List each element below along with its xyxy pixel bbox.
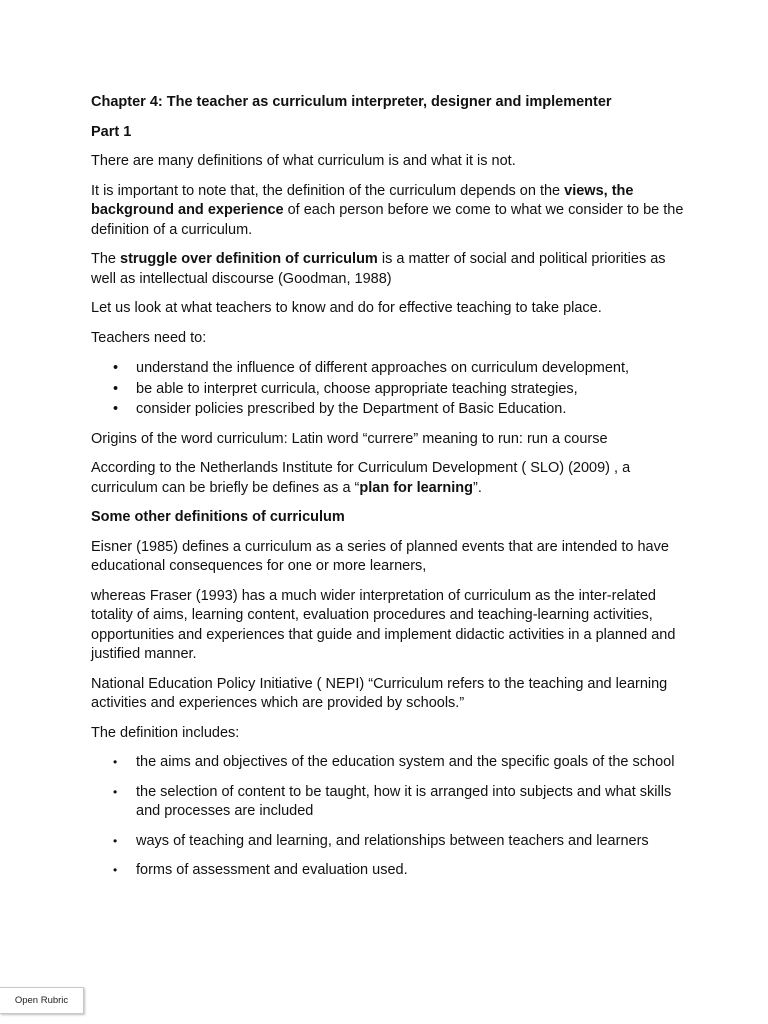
bullet-icon: •: [113, 863, 118, 877]
list-item-text: ways of teaching and learning, and relationships between teachers and learners: [136, 832, 649, 849]
text-run: ”.: [472, 479, 482, 496]
definition-includes-list: [91, 753, 686, 881]
list-item-text: the aims and objectives of the education system and the specific goals of the school: [136, 754, 675, 770]
paragraph-teachers-know: Let us look at what teachers to know and do for effective teaching to take place.: [91, 300, 602, 316]
list-item: [91, 358, 686, 379]
bold-run: struggle over definition of curriculum: [120, 251, 378, 267]
paragraph-eisner: Eisner (1985) defines a curriculum as a series of planned events that are intended to have educational consequences for one or more learners,: [91, 538, 669, 574]
list-item: [91, 379, 686, 400]
text-run: It is important to note that, the definition of the curriculum depends on the: [91, 182, 565, 199]
paragraph-teachers-need: Teachers need to:: [91, 329, 207, 346]
list-item-text: be able to interpret curricula, choose appropriate teaching strategies,: [136, 380, 578, 397]
paragraph-definitions-intro: There are many definitions of what curriculum is and what it is not.: [91, 153, 516, 169]
bold-run: views, the background and experience: [91, 182, 634, 218]
teacher-needs-list: [91, 358, 686, 420]
chapter-title: Chapter 4: The teacher as curriculum interpreter, designer and implementer: [91, 94, 612, 110]
text-run: of each person before we come to what we consider to be the definition of a curriculum.: [91, 202, 684, 238]
text-run: According to the Netherlands Institute for Curriculum Development ( SLO) (2009) , a curriculum can be briefly be defines as a “: [91, 460, 631, 496]
text-run: is a matter of social and political priorities as well as intellectual discourse (Goodman, 1988): [91, 251, 666, 287]
bullet-icon: •: [113, 784, 118, 799]
list-item: [91, 399, 686, 420]
paragraph-nepi: National Education Policy Initiative ( NEPI) “Curriculum refers to the teaching and learning activities and experiences which are provided by schools.”: [91, 675, 668, 711]
list-item: [91, 832, 686, 852]
paragraph-origins: Origins of the word curriculum: Latin word “currere” meaning to run: run a course: [91, 430, 608, 447]
paragraph-definition-depends: [91, 182, 686, 241]
paragraph-definition-includes: The definition includes:: [91, 724, 240, 741]
paragraph-slo: [91, 459, 686, 498]
bullet-icon: •: [113, 833, 118, 848]
list-item: [91, 783, 686, 822]
list-item: [91, 861, 686, 881]
section-heading: Some other definitions of curriculum: [91, 509, 345, 525]
document-page: [91, 93, 686, 891]
open-rubric-button[interactable]: Open Rubric: [0, 987, 84, 1014]
list-item-text: understand the influence of different approaches on curriculum development,: [136, 360, 630, 376]
list-item-text: forms of assessment and evaluation used.: [136, 862, 408, 878]
text-run: The: [91, 251, 121, 267]
bullet-icon: •: [113, 380, 119, 397]
paragraph-fraser: whereas Fraser (1993) has a much wider interpretation of curriculum as the inter-related totality of aims, learning content, evaluation procedures and teaching-learning activities, opportunities and experiences that guide and implement didactic activities in a planned and justified manner.: [91, 587, 676, 662]
bullet-icon: •: [113, 755, 118, 769]
list-item-text: the selection of content to be taught, how it is arranged into subjects and what skills and processes are included: [136, 783, 672, 819]
bullet-icon: •: [113, 360, 119, 376]
list-item-text: consider policies prescribed by the Department of Basic Education.: [136, 401, 567, 417]
part-heading: Part 1: [91, 123, 132, 140]
paragraph-struggle: [91, 250, 686, 289]
bold-run: plan for learning: [359, 479, 473, 496]
list-item: [91, 753, 686, 773]
bullet-icon: •: [113, 401, 119, 417]
